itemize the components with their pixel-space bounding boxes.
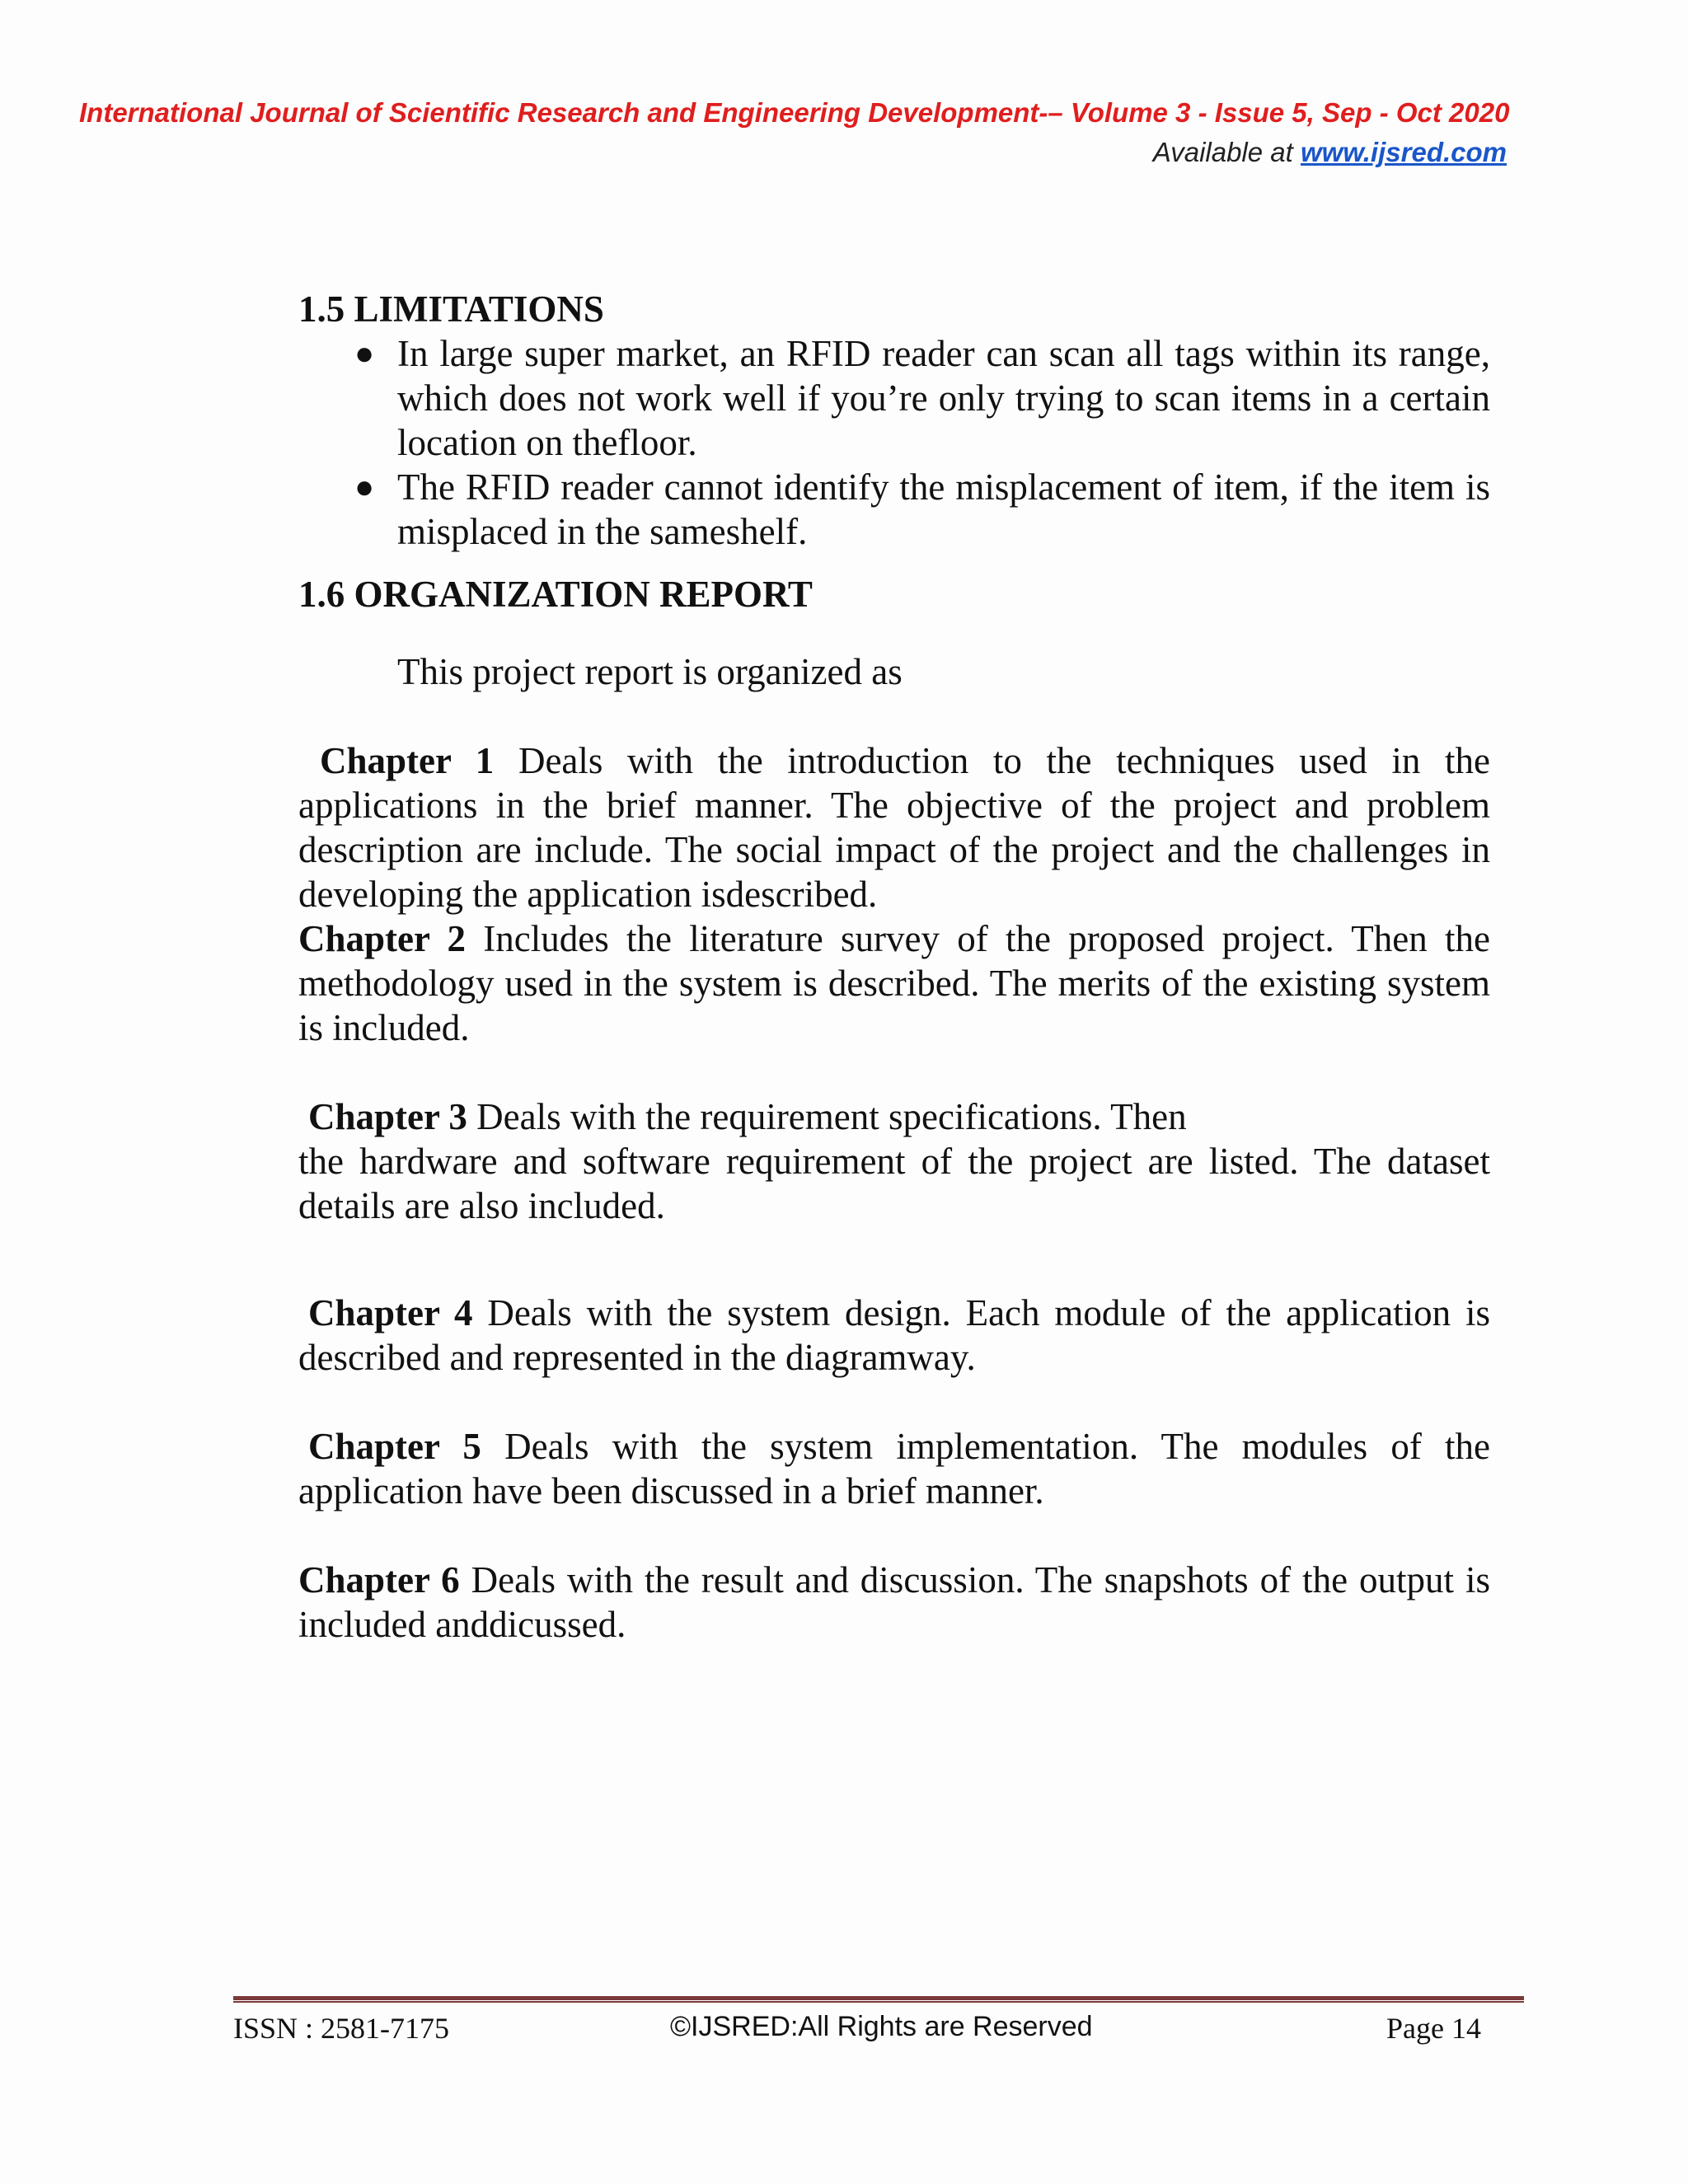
available-prefix: Available at: [1152, 137, 1301, 167]
chapter-4-text: Deals with the system design. Each module of the application is described and represented in the diagramway.: [298, 1292, 1491, 1378]
bullet-text: The RFID reader cannot identify the misplacement of item, if the item is misplaced in the sameshelf.: [397, 466, 1490, 552]
bullet-text: In large super market, an RFID reader can scan all tags within its range, which does not work well if you’re only trying to scan items in a certain location on thefloor.: [397, 333, 1490, 463]
chapter-5-text: Deals with the system implementation. The modules of the application have been discussed in a brief manner.: [298, 1426, 1490, 1511]
chapter-3-continuation: the hardware and software requirement of the project are listed. The dataset details are also included.: [298, 1141, 1490, 1226]
list-item: [298, 465, 1490, 554]
chapter-3-paragraph: [298, 1094, 1490, 1139]
journal-header: International Journal of Scientific Research and Engineering Development-– Volume 3 - Issue 5, Sep - Oct 2020: [79, 97, 1510, 128]
list-item: [298, 331, 1490, 465]
footer-page-number: Page 14: [1386, 2012, 1481, 2045]
chapter-3-label: Chapter 3: [308, 1096, 467, 1137]
organization-heading: 1.6 ORGANIZATION REPORT: [298, 574, 813, 615]
main-content: [298, 287, 1490, 1647]
organization-intro: This project report is organized as: [397, 651, 903, 692]
chapter-2-paragraph: [298, 916, 1490, 1050]
bullet-icon: ●: [354, 335, 375, 372]
chapter-2-text: Includes the literature survey of the proposed project. Then the methodology used in the system is described. The merits of the existing system is included.: [298, 918, 1490, 1048]
bullet-icon: ●: [354, 468, 375, 505]
chapter-1-text: Deals with the introduction to the techniques used in the applications in the brief manner. The objective of the project and problem description are include. The social impact of the project and the challenges in developing the application isdescribed.: [298, 740, 1490, 915]
footer-issn: ISSN : 2581-7175: [233, 2012, 450, 2045]
chapter-6-text: Deals with the result and discussion. The snapshots of the output is included anddicussed.: [298, 1559, 1490, 1645]
chapter-4-label: Chapter 4: [308, 1292, 473, 1333]
footer-rights: ©IJSRED:All Rights are Reserved: [670, 2011, 1093, 2042]
footer-divider: [233, 1996, 1524, 2003]
website-link[interactable]: www.ijsred.com: [1300, 137, 1507, 167]
chapter-2-label: Chapter 2: [298, 918, 466, 959]
chapter-4-paragraph: [298, 1291, 1490, 1380]
chapter-1-paragraph: [298, 738, 1490, 916]
chapter-5-paragraph: [298, 1424, 1490, 1513]
chapter-6-paragraph: [298, 1558, 1490, 1647]
chapter-3-text: Deals with the requirement specifications. Then: [467, 1096, 1187, 1137]
chapter-5-label: Chapter 5: [308, 1426, 481, 1467]
page-footer: [233, 2011, 1524, 2052]
limitations-list: [298, 331, 1490, 554]
limitations-heading: 1.5 LIMITATIONS: [298, 288, 604, 330]
availability-line: [1153, 137, 1507, 168]
chapter-6-label: Chapter 6: [298, 1559, 460, 1601]
chapter-1-label: Chapter 1: [320, 740, 495, 781]
